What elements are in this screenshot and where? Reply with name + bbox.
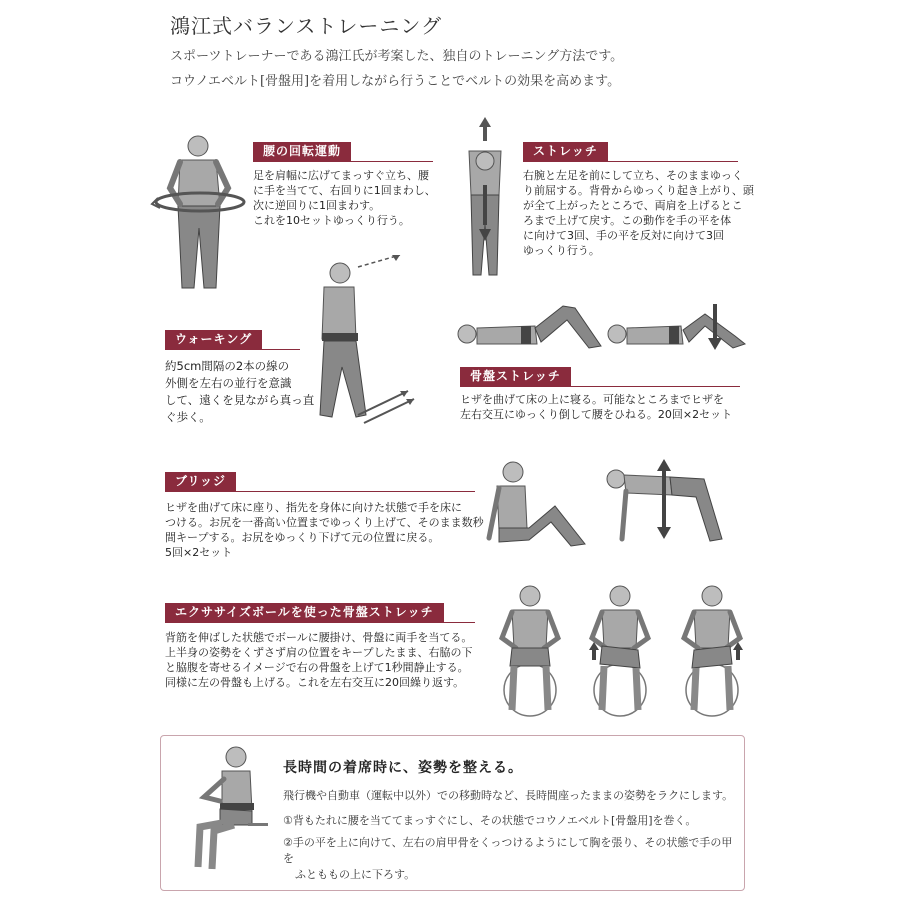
- ball-stretch-rule: [165, 622, 475, 623]
- stretch-badge: ストレッチ: [523, 142, 608, 161]
- stretch-rule: [523, 161, 738, 162]
- stretch-figure: [455, 115, 515, 285]
- walking-rule: [165, 349, 300, 350]
- waist-rotation-badge: 腰の回転運動: [253, 142, 351, 161]
- text-line: 間キープする。お尻をゆっくり下げて元の位置に戻る。: [165, 531, 440, 544]
- text-line: 右腕と左足を前にして立ち、そのままゆっく: [523, 169, 743, 182]
- ball-figure-3: [672, 582, 752, 717]
- bridge-desc: [165, 500, 484, 560]
- text-line: が全て上がったところで、両肩を上げるとこ: [523, 199, 743, 212]
- text-line: つける。お尻を一番高い位置までゆっくり上げて、そのまま数秒: [165, 516, 484, 529]
- walking-figure: [308, 255, 418, 425]
- intro-text: [170, 44, 623, 94]
- intro-line-1: スポーツトレーナーである鴻江氏が考案した、独自のトレーニング方法です。: [170, 49, 624, 64]
- ball-stretch-badge: エクササイズボールを使った骨盤ストレッチ: [165, 603, 444, 622]
- text-line: と脇腹を寄せるイメージで右の骨盤を上げて1秒間静止する。: [165, 661, 469, 674]
- walking-badge: ウォーキング: [165, 330, 262, 349]
- seated-title: 長時間の着席時に、姿勢を整える。: [283, 760, 523, 776]
- text-line: これを10セットゆっくり行う。: [253, 214, 410, 227]
- text-line: ヒザを曲げて床に座り、指先を身体に向けた状態で手を床に: [165, 501, 462, 514]
- intro-line-2: コウノエベルト[骨盤用]を着用しながら行うことでベルトの効果を高めます。: [170, 74, 621, 89]
- bridge-badge: ブリッジ: [165, 472, 236, 491]
- pelvis-stretch-badge: 骨盤ストレッチ: [460, 367, 571, 386]
- pelvis-stretch-figure-2: [605, 300, 750, 355]
- ball-figure-1: [490, 582, 570, 717]
- text-line: 上半身の姿勢をくずさず肩の位置をキープしたまま、右脇の下: [165, 646, 473, 659]
- text-line: 外側を左右の並行を意識: [165, 376, 292, 390]
- text-line: 足を肩幅に広げてまっすぐ立ち、腰: [253, 169, 429, 182]
- seated-figure: [190, 745, 275, 880]
- pelvis-stretch-desc: [460, 392, 732, 422]
- text-line: 背筋を伸ばした状態でボールに腰掛け、骨盤に両手を当てる。: [165, 631, 473, 644]
- text-line: に手を当てて、右回りに1回まわし、: [253, 184, 436, 197]
- stretch-desc: [523, 168, 754, 258]
- waist-rotation-rule: [253, 161, 433, 162]
- seated-step-2: [283, 835, 733, 883]
- text-line: して、遠くを見ながら真っ直: [165, 393, 315, 407]
- bridge-figure-seated: [485, 458, 590, 548]
- bridge-figure-raised: [600, 455, 735, 545]
- text-line: ふとももの上に下ろす。: [295, 868, 416, 881]
- text-line: に向けて3回、手の平を反対に向けて3回: [523, 229, 724, 242]
- seated-lead: 飛行機や自動車（運転中以外）での移動時など、長時間座ったままの姿勢をラクにします。: [283, 789, 734, 802]
- text-line: 左右交互にゆっくり倒して腰をひねる。20回×2セット: [460, 408, 733, 421]
- text-line: ゆっくり行う。: [523, 244, 600, 257]
- ball-figure-2: [580, 582, 660, 717]
- pelvis-stretch-rule: [460, 386, 740, 387]
- text-line: り前屈する。背骨からゆっくり起き上がり、頭: [523, 184, 754, 197]
- text-line: 約5cm間隔の2本の線の: [165, 359, 290, 373]
- text-line: 5回×2セット: [165, 546, 233, 559]
- waist-rotation-desc: [253, 168, 436, 228]
- bridge-rule: [165, 491, 475, 492]
- text-line: ろまで上げて戻す。この動作を手の平を体: [523, 214, 732, 227]
- text-line: 次に逆回りに1回まわす。: [253, 199, 381, 212]
- text-line: ②手の平を上に向けて、左右の肩甲骨をくっつけるようにして胸を張り、その状態で手の甲を: [283, 836, 733, 865]
- ball-stretch-desc: [165, 630, 472, 690]
- text-line: ヒザを曲げて床の上に寝る。可能なところまでヒザを: [460, 393, 724, 406]
- text-line: 同様に左の骨盤も上げる。これを左右交互に20回繰り返す。: [165, 676, 465, 689]
- seated-step-1: ①背もたれに腰を当ててまっすぐにし、その状態でコウノエベルト[骨盤用]を巻く。: [283, 814, 697, 827]
- pelvis-stretch-figure-1: [455, 300, 605, 355]
- waist-rotation-figure: [150, 128, 250, 293]
- text-line: ぐ歩く。: [165, 410, 211, 424]
- walking-desc: [165, 358, 314, 426]
- page-title: 鴻江式バランストレーニング: [170, 14, 442, 38]
